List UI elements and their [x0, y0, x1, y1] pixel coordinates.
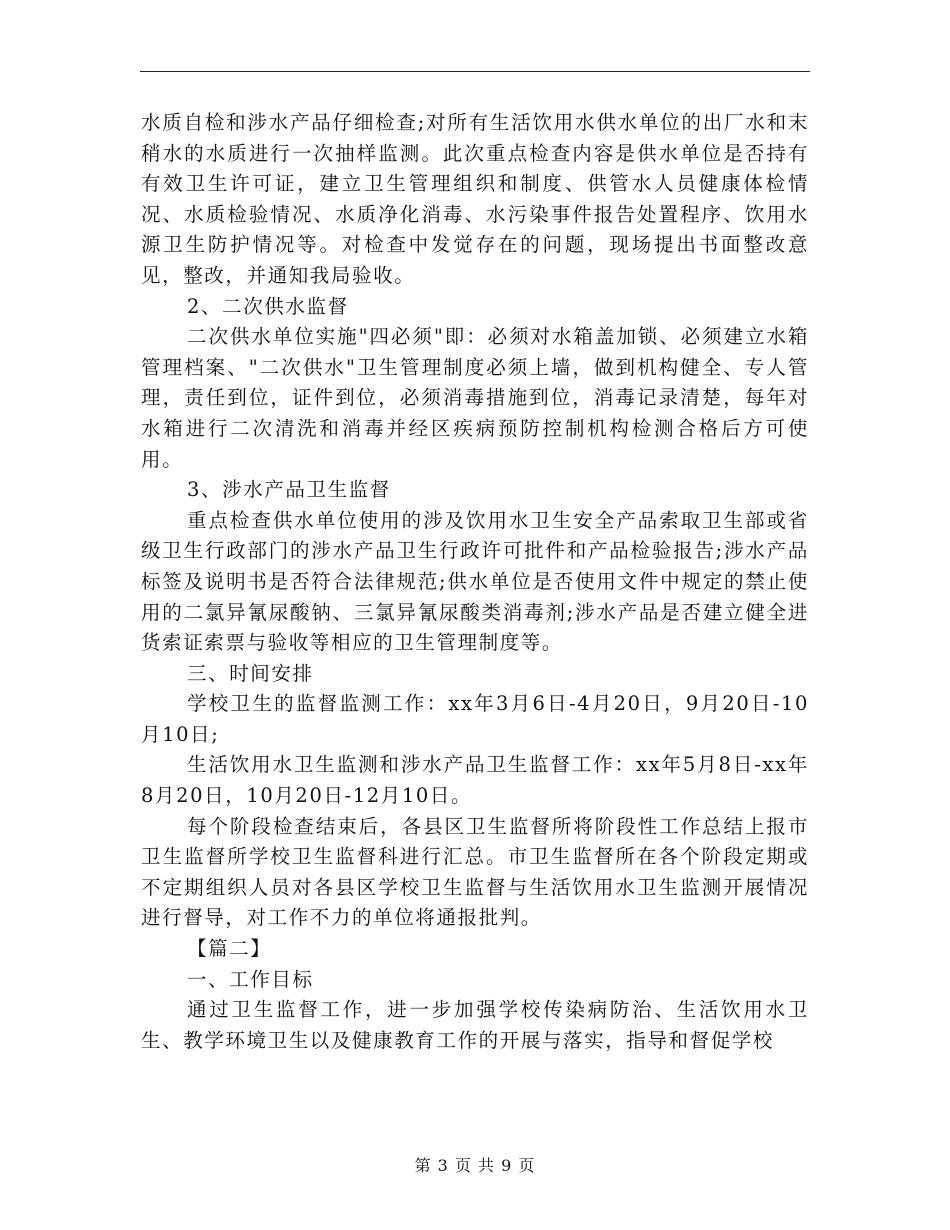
section-heading: 2、二次供水监督 [187, 294, 349, 318]
body-paragraph: 二次供水单位实施"四必须"即：必须对水箱盖加锁、必须建立水箱管理档案、"二次供水"卫生管理制度必须上墙，做到机构健全、专人管理，责任到位，证件到位，必须消毒措施到位，消毒记录清楚，每年对水箱进行二次清洗和消毒并经区疾病预防控制机构检测合格后方可使用。 [141, 325, 809, 471]
document-body [141, 108, 809, 1056]
section-heading: 3、涉水产品卫生监督 [187, 478, 391, 502]
body-paragraph: 生活饮用水卫生监测和涉水产品卫生监督工作：xx年5月8日-xx年8月20日，10月20日-12月10日。 [141, 753, 809, 808]
body-paragraph: 通过卫生监督工作，进一步加强学校传染病防治、生活饮用水卫生、教学环境卫生以及健康教育工作的开展与落实，指导和督促学校 [141, 998, 809, 1052]
body-paragraph: 重点检查供水单位使用的涉及饮用水卫生安全产品索取卫生部或省级卫生行政部门的涉水产品卫生行政许可批件和产品检验报告;涉水产品标签及说明书是否符合法律规范;供水单位是否使用文件中规定的禁止使用的二氯异氰尿酸钠、三氯异氰尿酸类消毒剂;涉水产品是否建立健全进货索证索票与验收等相应的卫生管理制度等。 [141, 508, 809, 655]
body-paragraph: 学校卫生的监督监测工作：xx年3月6日-4月20日，9月20日-10月10日; [141, 692, 809, 746]
part-heading: 【篇二】 [187, 937, 272, 961]
header-rule [140, 71, 810, 72]
section-heading: 一、工作目标 [187, 967, 314, 991]
body-paragraph: 水质自检和涉水产品仔细检查;对所有生活饮用水供水单位的出厂水和末稍水的水质进行一次抽样监测。此次重点检查内容是供水单位是否持有有效卫生许可证，建立卫生管理组织和制度、供管水人员健康体检情况、水质检验情况、水质净化消毒、水污染事件报告处置程序、饮用水源卫生防护情况等。对检查中发觉存在的问题，现场提出书面整改意见，整改，并通知我局验收。 [141, 111, 809, 287]
page-number-footer: 第 3 页 共 9 页 [414, 1156, 536, 1175]
body-paragraph: 每个阶段检查结束后，各县区卫生监督所将阶段性工作总结上报市卫生监督所学校卫生监督科进行汇总。市卫生监督所在各个阶段定期或不定期组织人员对各县区学校卫生监督与生活饮用水卫生监测开展情况进行督导，对工作不力的单位将通报批判。 [141, 814, 809, 930]
section-heading: 三、时间安排 [187, 661, 314, 685]
